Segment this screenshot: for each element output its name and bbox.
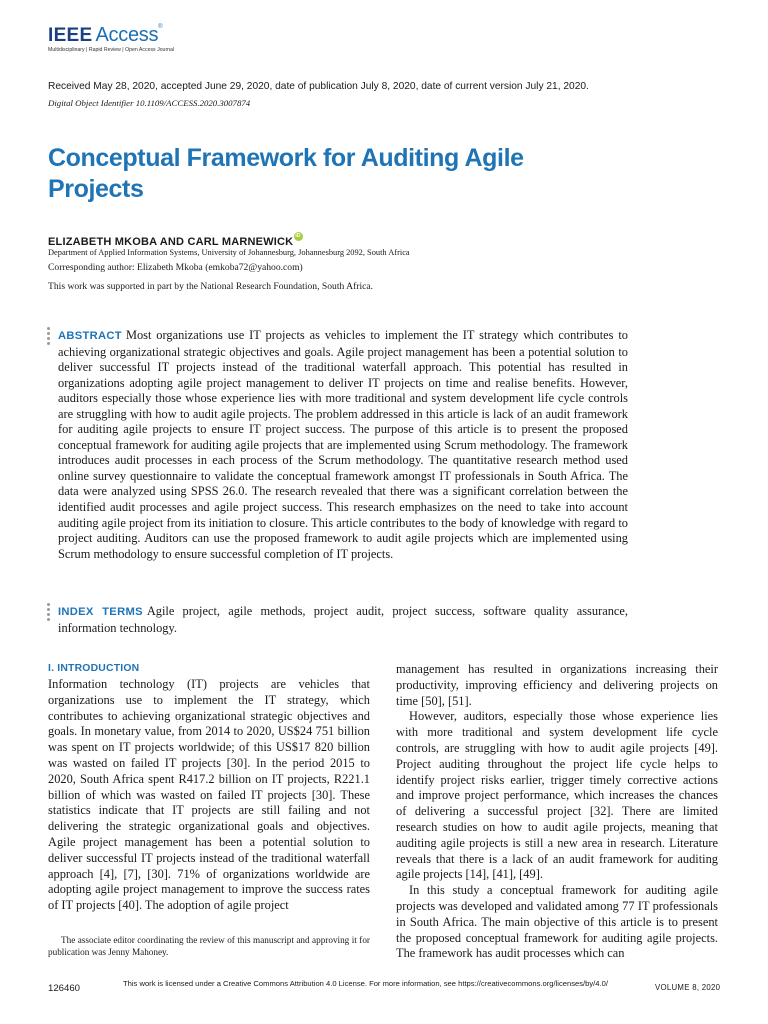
affiliation: Department of Applied Information Systems, University of Johannesburg, Johannesburg 2092, South Africa xyxy=(48,248,410,257)
abstract-label: ABSTRACT xyxy=(58,330,122,342)
volume-info: VOLUME 8, 2020 xyxy=(655,983,721,992)
license-note: This work is licensed under a Creative Commons Attribution 4.0 License. For more information, see https://creativecommons.org/licenses/by/4.0/ xyxy=(123,979,608,988)
abstract-dots-icon xyxy=(47,327,51,347)
journal-tagline: Multidisciplinary | Rapid Review | Open Access Journal xyxy=(48,47,175,53)
left-column xyxy=(48,677,370,914)
abstract-text: Most organizations use IT projects as vehicles to implement the IT strategy which contributes to achieving organizational strategic objectives and goals. Agile project management has been a potential solution to deliver successful IT projects instead of the traditional waterfall approach. This potential has resulted in organizations adopting agile project management to deliver IT projects on time and realise benefits. However, auditors especially those whose experience lies with more traditional and system development life cycle controls are struggling with how to audit agile projects. The problem addressed in this article is lack of an audit framework for auditing agile projects to ensure IT project success. The purpose of this article is to present the proposed conceptual framework for auditing agile projects that are implemented using Scrum methodology. The framework introduces audit processes in each process of the Scrum methodology. The quantitative research method used online survey questionnaire to validate the conceptual framework amongst IT professionals in South Africa. The data were analyzed using SPSS 26.0. The research revealed that there was a significant correlation between the identified audit processes and agile project success. This research emphasizes on the need to take into account auditing agile project from its initiation to closure. This article contributes to the body of knowledge with regard to project auditing. Auditors can use the proposed framework to audit agile projects which are implemented using Scrum methodology to ensure successful completion of IT projects. xyxy=(58,328,628,561)
paper-title: Conceptual Framework for Auditing Agile Projects xyxy=(48,144,524,203)
index-terms-label: INDEX TERMS xyxy=(58,606,143,618)
doi: Digital Object Identifier 10.1109/ACCESS.2020.3007874 xyxy=(48,98,251,108)
logo-access-text: Access xyxy=(95,24,159,46)
index-terms-text: Agile project, agile methods, project audit, project success, software quality assurance, information technology. xyxy=(58,604,628,635)
trademark-symbol: ® xyxy=(158,24,163,30)
index-terms xyxy=(58,604,628,636)
corresponding-author: Corresponding author: Elizabeth Mkoba (emkoba72@yahoo.com) xyxy=(48,262,303,273)
author-line xyxy=(48,232,303,248)
orcid-icon[interactable] xyxy=(294,232,303,241)
paragraph: management has resulted in organizations increasing their productivity, improving efficiency and delivering projects on time [50], [51]. xyxy=(396,662,718,708)
page-number: 126460 xyxy=(48,983,81,994)
editor-footnote: The associate editor coordinating the review of this manuscript and approving it for publication was Jenny Mahoney. xyxy=(48,935,370,957)
paragraph: Information technology (IT) projects are vehicles that organizations use to implement the IT strategy, which contributes to achieving organizational strategic objectives and goals. In monetary value, from 2014 to 2020, US$24 751 billion was spent on IT projects worldwide; of this US$17 820 billion was wasted on failed IT projects [30]. In the period 2015 to 2020, South Africa spent R417.2 billion on IT projects, R221.1 billion of which was wasted on failed IT projects [30]. These statistics indicate that IT projects are still failing and not delivering the strategic organizational goals and objectives. Agile project management has been a potential solution to deliver successful IT projects instead of the traditional waterfall approach [4], [7], [30]. 71% of organizations worldwide are adopting agile project management to improve the success rates of IT projects [40]. The adoption of agile project xyxy=(48,677,370,913)
publication-dates: Received May 28, 2020, accepted June 29, 2020, date of publication July 8, 2020, date of current version July 21, 2020. xyxy=(48,81,589,92)
abstract xyxy=(58,328,628,562)
paragraph: However, auditors, especially those whose experience lies with more traditional and system development life cycle controls, are struggling with how to audit agile projects [49]. Project auditing throughout the project life cycle helps to identify project risks earlier, trigger timely corrective actions and improve project performance, which increases the chances of delivering a successful project [32]. There are limited research studies on how to audit agile projects, meaning that auditing agile projects is still a new area in research. Literature reveals that there is a lack of an audit framework for auditing agile projects [14], [41], [49]. xyxy=(396,709,718,882)
logo-ieee-text: IEEE xyxy=(48,25,93,46)
right-column xyxy=(396,662,718,962)
index-terms-dots-icon xyxy=(47,603,51,623)
paragraph: In this study a conceptual framework for auditing agile projects was developed and validated among 77 IT professionals in South Africa. The main objective of this article is to present the proposed conceptual framework for auditing agile projects. The framework has audit processes which can xyxy=(396,883,718,961)
section-heading: I. INTRODUCTION xyxy=(48,663,140,674)
authors: ELIZABETH MKOBA AND CARL MARNEWICK xyxy=(48,236,294,248)
funding-note: This work was supported in part by the National Research Foundation, South Africa. xyxy=(48,281,374,292)
